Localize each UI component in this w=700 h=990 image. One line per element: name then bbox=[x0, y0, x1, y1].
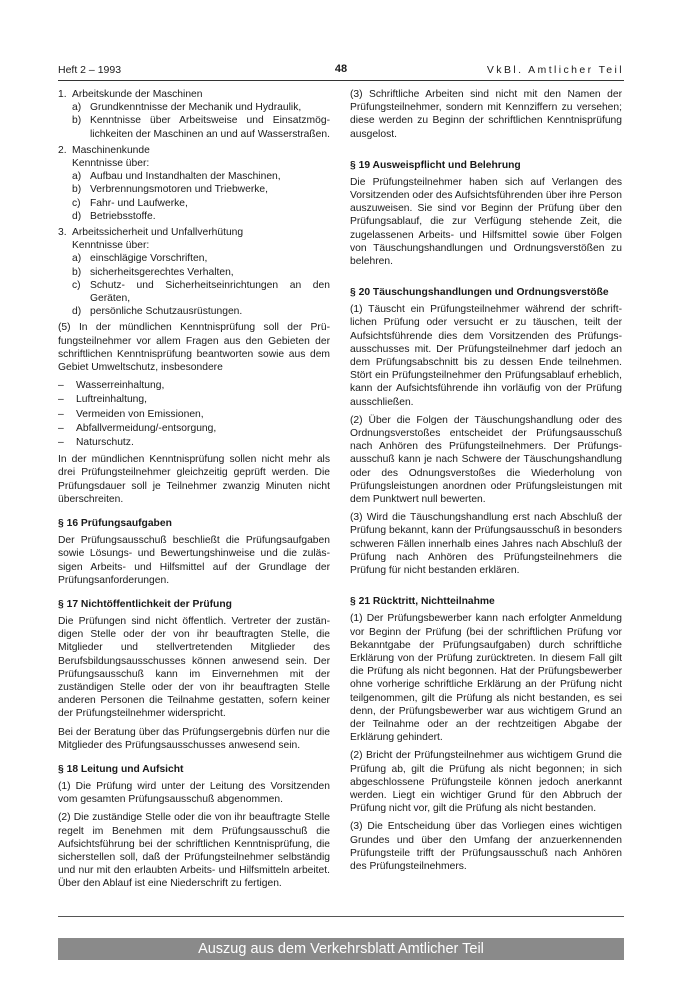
sublist-item: d) persönliche Schutzausrüstungen. bbox=[72, 306, 243, 318]
paragraph: (2) Die zuständige Stelle oder die von ihr beauftragte Stelle regelt im Benehmen mit dem Prüfungsausschuß die Aufsichtsführung bei der schriftlichen Kenntnisprüfung, die sicherstellen soll, daß der Prüfungsteilnehmer selbständig und nur mit den erlaubten Arbeits- und Hilfsmitteln arbeitet. Über den Ablauf ist eine Niederschrift zu fertigen. bbox=[58, 812, 330, 890]
paragraph: (2) Über die Folgen der Täuschungshandlung oder des Ordnungsverstoßes entscheidet der Prüfungsausschuß nach Anhören des Prüfungsteilnehmers. Der Prüfungsausschuß kann je nach Schwere der Täuschungshandlung oder des Odnungsverstoßes die Wiederholung von Prüfungsleistungen anordnen oder Prüfungsleistungen mit dem Punktwert null bewerten. bbox=[350, 414, 622, 506]
sublist-item: d) Betriebsstoffe. bbox=[72, 210, 156, 222]
paragraph: In der mündlichen Kenntnisprüfung sollen nicht mehr als drei Prüfungsteilnehmer gleichzeitig geprüft werden. Die Prüfungsdauer soll je Teilnehmer zwanzig Minuten nicht überschreiten. bbox=[58, 454, 330, 505]
paragraph: (5) In der mündlichen Kenntnisprüfung soll der Prüfungsteilnehmer vor allem Fragen aus den Gebieten der schriftlichen Kenntnisprüfung beantworten sowie aus dem Gebiet Umweltschutz, insbesondere bbox=[58, 322, 330, 374]
section-heading: § 17 Nichtöffentlichkeit der Prüfung bbox=[58, 598, 232, 610]
bullet-item: – Vermeiden von Emissionen, bbox=[58, 408, 204, 420]
section-heading: § 19 Ausweispflicht und Belehrung bbox=[350, 159, 521, 171]
list-number: 2. bbox=[58, 144, 67, 156]
paragraph: Bei der Beratung über das Prüfungsergebnis dürfen nur die Mitglieder des Prüfungsausschusses anwesend sein. bbox=[58, 726, 330, 751]
sublist-item: c) Schutz- und Sicherheitseinrichtungen an den Geräten, bbox=[72, 279, 330, 305]
list-subheading: Kenntnisse über: bbox=[72, 158, 150, 170]
paragraph: Die Prüfungen sind nicht öffentlich. Vertreter der zuständigen Stelle oder der von ihr beauftragten Stelle, die Mitglieder und stellvertretenden Mitglieder des Berufsbildungsausschusses können anwesend sein. Der Prüfungsausschuß kann im Einvernehmen mit der zuständigen Stelle oder der von ihr beauftragten Stelle anderen Personen die Teilnahme gestatten, sofern keiner der Prüfungsteilnehmer widerspricht. bbox=[58, 615, 330, 720]
paragraph: Die Prüfungsteilnehmer haben sich auf Verlangen des Vorsitzenden oder des Aufsichtsführenden über ihre Person auszuweisen. Sie sind vor Beginn der Prüfung über den Prüfungsablauf, die zur Verfügung stehende Zeit, die zugelassenen Arbeits- und Hilfsmittel sowie über Folgen von Täuschungshandlungen und Ordnungsverstößen zu belehren. bbox=[350, 176, 622, 268]
paragraph: (1) Täuscht ein Prüfungsteilnehmer während der schriftlichen Prüfung oder versucht er zu täuschen, teilt der Aufsichtsführende dies dem Vorsitzenden des Prüfungsausschusses mit. Der Prüfungsteilnehmer darf jedoch an dem Prüfungsabschnitt bis zu dessen Ende teilnehmen. Stört ein Prüfungsteilnehmer den Prüfungsablauf erheblich, kann der Aufsichtsführende ihn vorläufig von der Prüfung ausschließen. bbox=[350, 304, 622, 408]
paragraph: (3) Wird die Täuschungshandlung erst nach Abschluß der Prüfung bekannt, kann der Prüfungsausschuß in besonders schweren Fällen innerhalb eines Jahres nach Abschluß der Prüfung nach Anhören des Prüfungsteilnehmers die Prüfung für nicht bestanden erklären. bbox=[350, 512, 622, 577]
paragraph: Der Prüfungsausschuß beschließt die Prüfungsaufgaben sowie Lösungs- und Bewertungshinweise und die zulässigen Arbeits- und Hilfsmittel auf der Grundlage der Prüfungsanforderungen. bbox=[58, 535, 330, 586]
paragraph: (2) Bricht der Prüfungsteilnehmer aus wichtigem Grund die Prüfung ab, gilt die Prüfung als nicht begonnen; in sich abgeschlossene Prüfungsteile können jedoch anerkannt werden. Liegt ein wichtiger Grund für den Abbruch der Prüfung nicht vor, gilt die Prüfung als nicht bestanden. bbox=[350, 750, 622, 815]
sublist-item: a) Aufbau und Instandhalten der Maschinen, bbox=[72, 171, 281, 183]
list-number: 1. bbox=[58, 89, 67, 100]
issue-label: Heft 2 – 1993 bbox=[58, 64, 122, 76]
right-column bbox=[350, 88, 622, 878]
sublist-item: a) einschlägige Vorschriften, bbox=[72, 253, 208, 265]
list-subheading: Kenntnisse über: bbox=[72, 240, 150, 252]
bullet-item: – Naturschutz. bbox=[58, 437, 134, 449]
section-heading: § 21 Rücktritt, Nichtteilnahme bbox=[350, 596, 495, 608]
paragraph: (3) Schriftliche Arbeiten sind nicht mit den Namen der Prüfungsteilnehmer, sondern mit Kennziffern zu versehen; diese werden zu Beginn der schriftlichen Kenntnisprüfung ausgelost. bbox=[350, 89, 622, 140]
sublist-item: b) Kenntnisse über Arbeitsweise und Einsatzmöglichkeiten der Maschinen an und auf Wasserstraßen. bbox=[72, 115, 331, 140]
list-heading: Arbeitssicherheit und Unfallverhütung bbox=[72, 227, 244, 239]
list-item bbox=[58, 144, 330, 157]
section-heading: § 20 Täuschungshandlungen und Ordnungsverstöße bbox=[350, 287, 609, 299]
list-heading: Arbeitskunde der Maschinen bbox=[72, 89, 203, 100]
list-item bbox=[58, 226, 330, 239]
bullet-item: – Abfallvermeidung/-entsorgung, bbox=[58, 422, 217, 434]
paragraph: (1) Der Prüfungsbewerber kann nach erfolgter Anmeldung vor Beginn der Prüfung (bei der schriftlichen Prüfung vor Bekanntgabe der Prüfungsaufgaben) durch schriftliche Erklärung von der Prüfung zurücktreten. In diesem Fall gilt die Prüfung als nicht begonnen. Hat der Prüfungsbewerber ohne vorherige schriftliche Erklärung an der Prüfung nicht teilgenommen, gilt die Prüfung als nicht bestanden, es sei denn, der Prüfungsbewerber war aus wichtigem Grund an der Teilnahme oder an der rechtzeitigen Abgabe der Erklärung gehindert. bbox=[350, 613, 622, 744]
sublist-item: b) sicherheitsgerechtes Verhalten, bbox=[72, 266, 234, 278]
list-number: 3. bbox=[58, 227, 67, 239]
paragraph: (3) Die Entscheidung über das Vorliegen eines wichtigen Grundes und über den Umfang der anzuerkennenden Prüfungsteile trifft der Prüfungsausschuß nach Anhören des Prüfungsteilnehmers. bbox=[350, 821, 622, 872]
journal-title: VkBl. Amtlicher Teil bbox=[486, 64, 624, 76]
bullet-item: – Luftreinhaltung, bbox=[58, 394, 147, 406]
left-column bbox=[58, 88, 330, 896]
sublist-item: a) Grundkenntnisse der Mechanik und Hydraulik, bbox=[72, 102, 302, 114]
page-number: 48 bbox=[334, 63, 348, 75]
sublist-item: b) Verbrennungsmotoren und Triebwerke, bbox=[72, 184, 269, 196]
paragraph: (1) Die Prüfung wird unter der Leitung des Vorsitzenden vom gesamten Prüfungsausschuß abgenommen. bbox=[58, 780, 330, 806]
sublist-item: c) Fahr- und Laufwerke, bbox=[72, 197, 188, 209]
list-item bbox=[58, 88, 330, 101]
bullet-item: – Wasserreinhaltung, bbox=[58, 380, 165, 392]
footer-banner: Auszug aus dem Verkehrsblatt Amtlicher Teil bbox=[58, 938, 624, 960]
footer-divider bbox=[58, 916, 624, 917]
section-heading: § 16 Prüfungsaufgaben bbox=[58, 518, 172, 530]
list-heading: Maschinenkunde bbox=[72, 144, 150, 156]
section-heading: § 18 Leitung und Aufsicht bbox=[58, 763, 184, 775]
page-header bbox=[58, 62, 624, 81]
